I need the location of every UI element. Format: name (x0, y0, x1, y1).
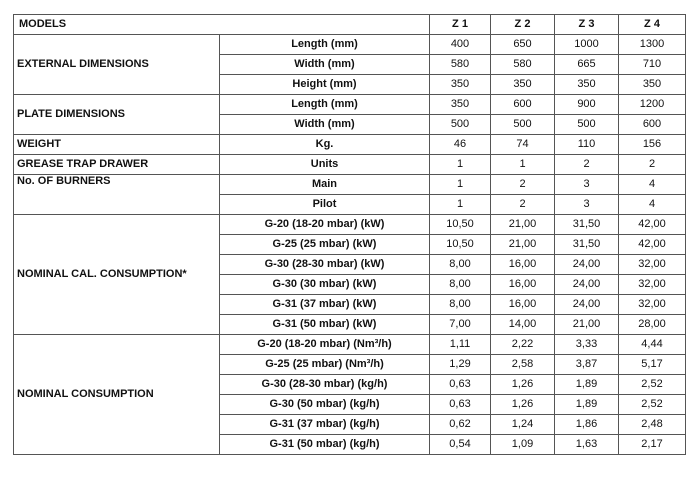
value-cell-z4: 2,52 (619, 395, 686, 415)
models-header: MODELS (14, 15, 430, 35)
value-cell-z2: 16,00 (491, 275, 555, 295)
value-cell-z2: 2 (491, 175, 555, 195)
value-cell-z3: 24,00 (555, 295, 619, 315)
table-row (14, 335, 686, 355)
value-cell-z3: 1,63 (555, 435, 619, 455)
parameter-label: Width (mm) (220, 55, 430, 75)
value-cell-z1: 0,54 (430, 435, 491, 455)
value-cell-z4: 32,00 (619, 255, 686, 275)
model-header-z2: Z 2 (491, 15, 555, 35)
parameter-label: G-20 (18-20 mbar) (kW) (220, 215, 430, 235)
value-cell-z3: 3,33 (555, 335, 619, 355)
value-cell-z2: 1,26 (491, 375, 555, 395)
value-cell-z3: 1,89 (555, 395, 619, 415)
specifications-table-body (14, 15, 686, 455)
value-cell-z1: 0,63 (430, 395, 491, 415)
value-cell-z1: 10,50 (430, 215, 491, 235)
parameter-label: Pilot (220, 195, 430, 215)
value-cell-z1: 0,62 (430, 415, 491, 435)
value-cell-z2: 16,00 (491, 295, 555, 315)
value-cell-z2: 2 (491, 195, 555, 215)
value-cell-z3: 3 (555, 175, 619, 195)
value-cell-z3: 3,87 (555, 355, 619, 375)
category-nominal-cal-consumption: NOMINAL CAL. CONSUMPTION* (14, 215, 220, 335)
value-cell-z4: 2 (619, 155, 686, 175)
value-cell-z1: 580 (430, 55, 491, 75)
value-cell-z2: 21,00 (491, 215, 555, 235)
value-cell-z4: 600 (619, 115, 686, 135)
value-cell-z3: 31,50 (555, 215, 619, 235)
parameter-label: G-30 (28-30 mbar) (kW) (220, 255, 430, 275)
parameter-label: G-31 (37 mbar) (kW) (220, 295, 430, 315)
value-cell-z3: 500 (555, 115, 619, 135)
parameter-label: G-25 (25 mbar) (kW) (220, 235, 430, 255)
value-cell-z3: 110 (555, 135, 619, 155)
value-cell-z2: 16,00 (491, 255, 555, 275)
value-cell-z1: 1 (430, 155, 491, 175)
value-cell-z4: 1300 (619, 35, 686, 55)
value-cell-z1: 350 (430, 75, 491, 95)
value-cell-z4: 42,00 (619, 215, 686, 235)
value-cell-z3: 1,86 (555, 415, 619, 435)
value-cell-z2: 74 (491, 135, 555, 155)
value-cell-z3: 350 (555, 75, 619, 95)
parameter-label: G-31 (50 mbar) (kW) (220, 315, 430, 335)
value-cell-z3: 3 (555, 195, 619, 215)
value-cell-z2: 2,58 (491, 355, 555, 375)
value-cell-z4: 32,00 (619, 275, 686, 295)
table-row (14, 135, 686, 155)
value-cell-z2: 14,00 (491, 315, 555, 335)
specifications-table (13, 14, 686, 455)
parameter-label: Length (mm) (220, 95, 430, 115)
parameter-label: G-31 (37 mbar) (kg/h) (220, 415, 430, 435)
model-header-z3: Z 3 (555, 15, 619, 35)
value-cell-z3: 31,50 (555, 235, 619, 255)
value-cell-z1: 400 (430, 35, 491, 55)
value-cell-z2: 580 (491, 55, 555, 75)
table-header-row (14, 15, 686, 35)
value-cell-z1: 7,00 (430, 315, 491, 335)
model-header-z1: Z 1 (430, 15, 491, 35)
parameter-label: G-20 (18-20 mbar) (Nm³/h) (220, 335, 430, 355)
value-cell-z4: 2,52 (619, 375, 686, 395)
value-cell-z4: 156 (619, 135, 686, 155)
value-cell-z1: 350 (430, 95, 491, 115)
value-cell-z2: 600 (491, 95, 555, 115)
value-cell-z4: 42,00 (619, 235, 686, 255)
value-cell-z4: 350 (619, 75, 686, 95)
value-cell-z1: 8,00 (430, 295, 491, 315)
value-cell-z2: 1,26 (491, 395, 555, 415)
value-cell-z1: 500 (430, 115, 491, 135)
value-cell-z3: 1,89 (555, 375, 619, 395)
parameter-label: G-25 (25 mbar) (Nm³/h) (220, 355, 430, 375)
value-cell-z4: 1200 (619, 95, 686, 115)
spec-table-wrapper (13, 14, 686, 455)
parameter-label: G-31 (50 mbar) (kg/h) (220, 435, 430, 455)
parameter-label: G-30 (28-30 mbar) (kg/h) (220, 375, 430, 395)
value-cell-z4: 32,00 (619, 295, 686, 315)
value-cell-z2: 350 (491, 75, 555, 95)
value-cell-z1: 1 (430, 175, 491, 195)
value-cell-z4: 4 (619, 195, 686, 215)
value-cell-z2: 650 (491, 35, 555, 55)
category-grease-trap-drawer: GREASE TRAP DRAWER (14, 155, 220, 175)
parameter-label: G-30 (50 mbar) (kg/h) (220, 395, 430, 415)
table-row (14, 215, 686, 235)
value-cell-z3: 1000 (555, 35, 619, 55)
value-cell-z3: 24,00 (555, 255, 619, 275)
value-cell-z2: 500 (491, 115, 555, 135)
value-cell-z4: 710 (619, 55, 686, 75)
value-cell-z2: 1,24 (491, 415, 555, 435)
category-weight: WEIGHT (14, 135, 220, 155)
value-cell-z4: 4,44 (619, 335, 686, 355)
category-no-of-burners: No. OF BURNERS (14, 175, 220, 215)
category-nominal-consumption: NOMINAL CONSUMPTION (14, 335, 220, 455)
parameter-label: Units (220, 155, 430, 175)
value-cell-z4: 2,48 (619, 415, 686, 435)
parameter-label: G-30 (30 mbar) (kW) (220, 275, 430, 295)
table-row (14, 155, 686, 175)
value-cell-z1: 10,50 (430, 235, 491, 255)
value-cell-z1: 0,63 (430, 375, 491, 395)
category-plate-dimensions: PLATE DIMENSIONS (14, 95, 220, 135)
table-row (14, 175, 686, 195)
parameter-label: Height (mm) (220, 75, 430, 95)
value-cell-z3: 2 (555, 155, 619, 175)
value-cell-z3: 21,00 (555, 315, 619, 335)
value-cell-z4: 5,17 (619, 355, 686, 375)
table-row (14, 95, 686, 115)
table-row (14, 35, 686, 55)
value-cell-z1: 1,11 (430, 335, 491, 355)
value-cell-z2: 1,09 (491, 435, 555, 455)
value-cell-z1: 8,00 (430, 275, 491, 295)
value-cell-z4: 28,00 (619, 315, 686, 335)
value-cell-z4: 2,17 (619, 435, 686, 455)
parameter-label: Width (mm) (220, 115, 430, 135)
value-cell-z3: 24,00 (555, 275, 619, 295)
value-cell-z3: 665 (555, 55, 619, 75)
value-cell-z2: 21,00 (491, 235, 555, 255)
value-cell-z4: 4 (619, 175, 686, 195)
category-external-dimensions: EXTERNAL DIMENSIONS (14, 35, 220, 95)
parameter-label: Length (mm) (220, 35, 430, 55)
parameter-label: Kg. (220, 135, 430, 155)
model-header-z4: Z 4 (619, 15, 686, 35)
value-cell-z2: 1 (491, 155, 555, 175)
value-cell-z1: 8,00 (430, 255, 491, 275)
value-cell-z1: 1,29 (430, 355, 491, 375)
value-cell-z2: 2,22 (491, 335, 555, 355)
value-cell-z1: 1 (430, 195, 491, 215)
value-cell-z3: 900 (555, 95, 619, 115)
value-cell-z1: 46 (430, 135, 491, 155)
parameter-label: Main (220, 175, 430, 195)
